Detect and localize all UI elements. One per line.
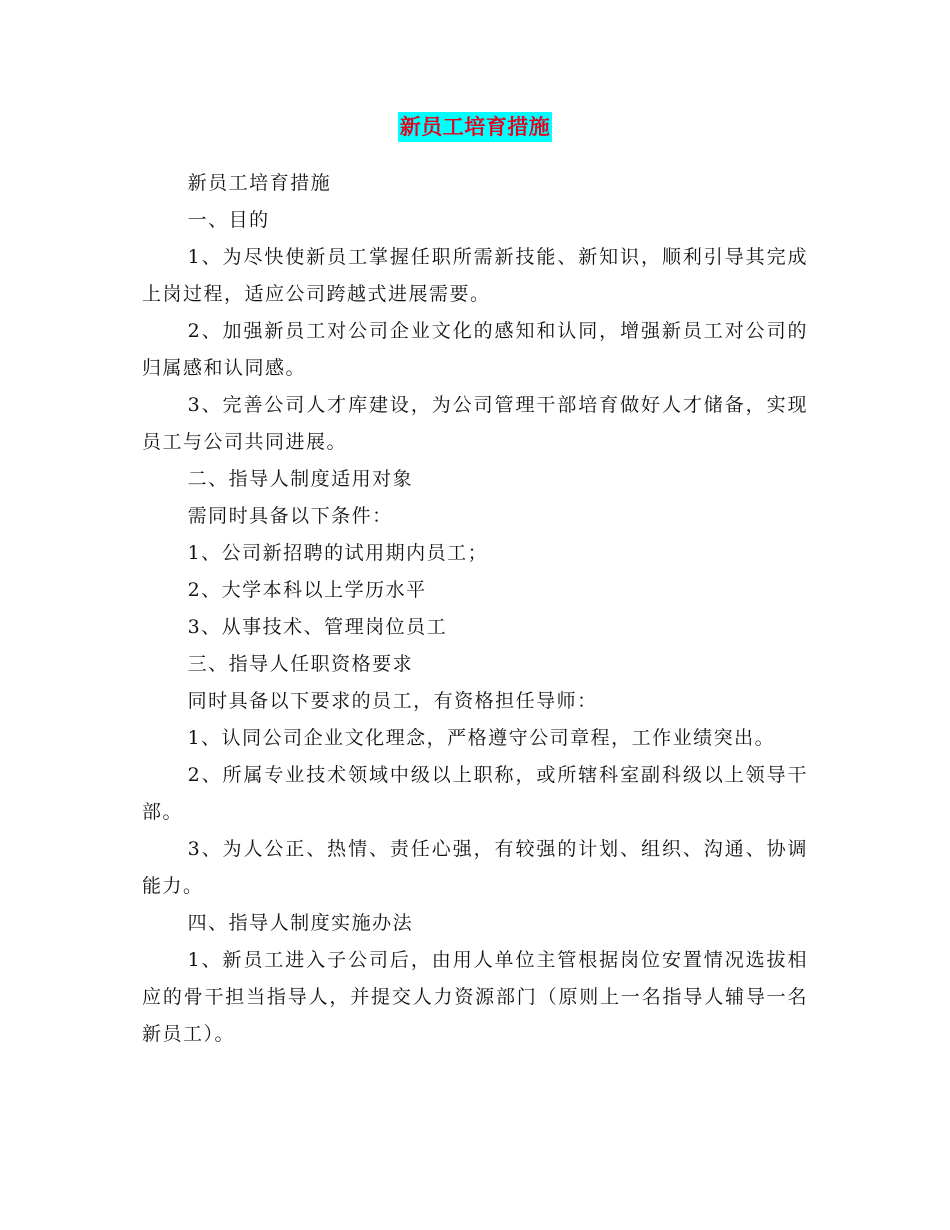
- paragraph-condition-2: 2、大学本科以上学历水平: [187, 579, 427, 601]
- paragraph-implementation-1: 1、新员工进入子公司后，由用人单位主管根据岗位安置情况选拔相应的骨干担当指导人，并提交人力资源部门（原则上一名指导人辅导一名新员工）。: [142, 949, 808, 1045]
- paragraph-purpose-1: 1、为尽快使新员工掌握任职所需新技能、新知识，顺利引导其完成上岗过程，适应公司跨越式进展需要。: [142, 246, 808, 305]
- paragraph-condition-1: 1、公司新招聘的试用期内员工；: [187, 542, 489, 564]
- paragraph-qualifications-intro: 同时具备以下要求的员工，有资格担任导师：: [187, 690, 598, 712]
- heading-purpose: 一、目的: [187, 209, 270, 231]
- title-container: [0, 112, 950, 142]
- document-body: [142, 165, 808, 1053]
- paragraph-qualification-3: 3、为人公正、热情、责任心强，有较强的计划、组织、沟通、协调能力。: [142, 838, 808, 897]
- paragraph-qualification-2: 2、所属专业技术领域中级以上职称，或所辖科室副科级以上领导干部。: [142, 764, 808, 823]
- paragraph-qualification-1: 1、认同公司企业文化理念，严格遵守公司章程，工作业绩突出。: [187, 727, 776, 749]
- paragraph-purpose-3: 3、完善公司人才库建设，为公司管理干部培育做好人才储备，实现员工与公司共同进展。: [142, 394, 808, 453]
- document-title: 新员工培育措施: [398, 112, 553, 142]
- paragraph-conditions-intro: 需同时具备以下条件：: [187, 505, 393, 527]
- heading-implementation: 四、指导人制度实施办法: [187, 912, 414, 934]
- paragraph-purpose-2: 2、加强新员工对公司企业文化的感知和认同，增强新员工对公司的归属感和认同感。: [142, 320, 808, 379]
- heading-qualifications: 三、指导人任职资格要求: [187, 653, 414, 675]
- heading-applicable-targets: 二、指导人制度适用对象: [187, 468, 414, 490]
- paragraph-condition-3: 3、从事技术、管理岗位员工: [187, 616, 448, 638]
- paragraph-subtitle: 新员工培育措施: [187, 172, 332, 194]
